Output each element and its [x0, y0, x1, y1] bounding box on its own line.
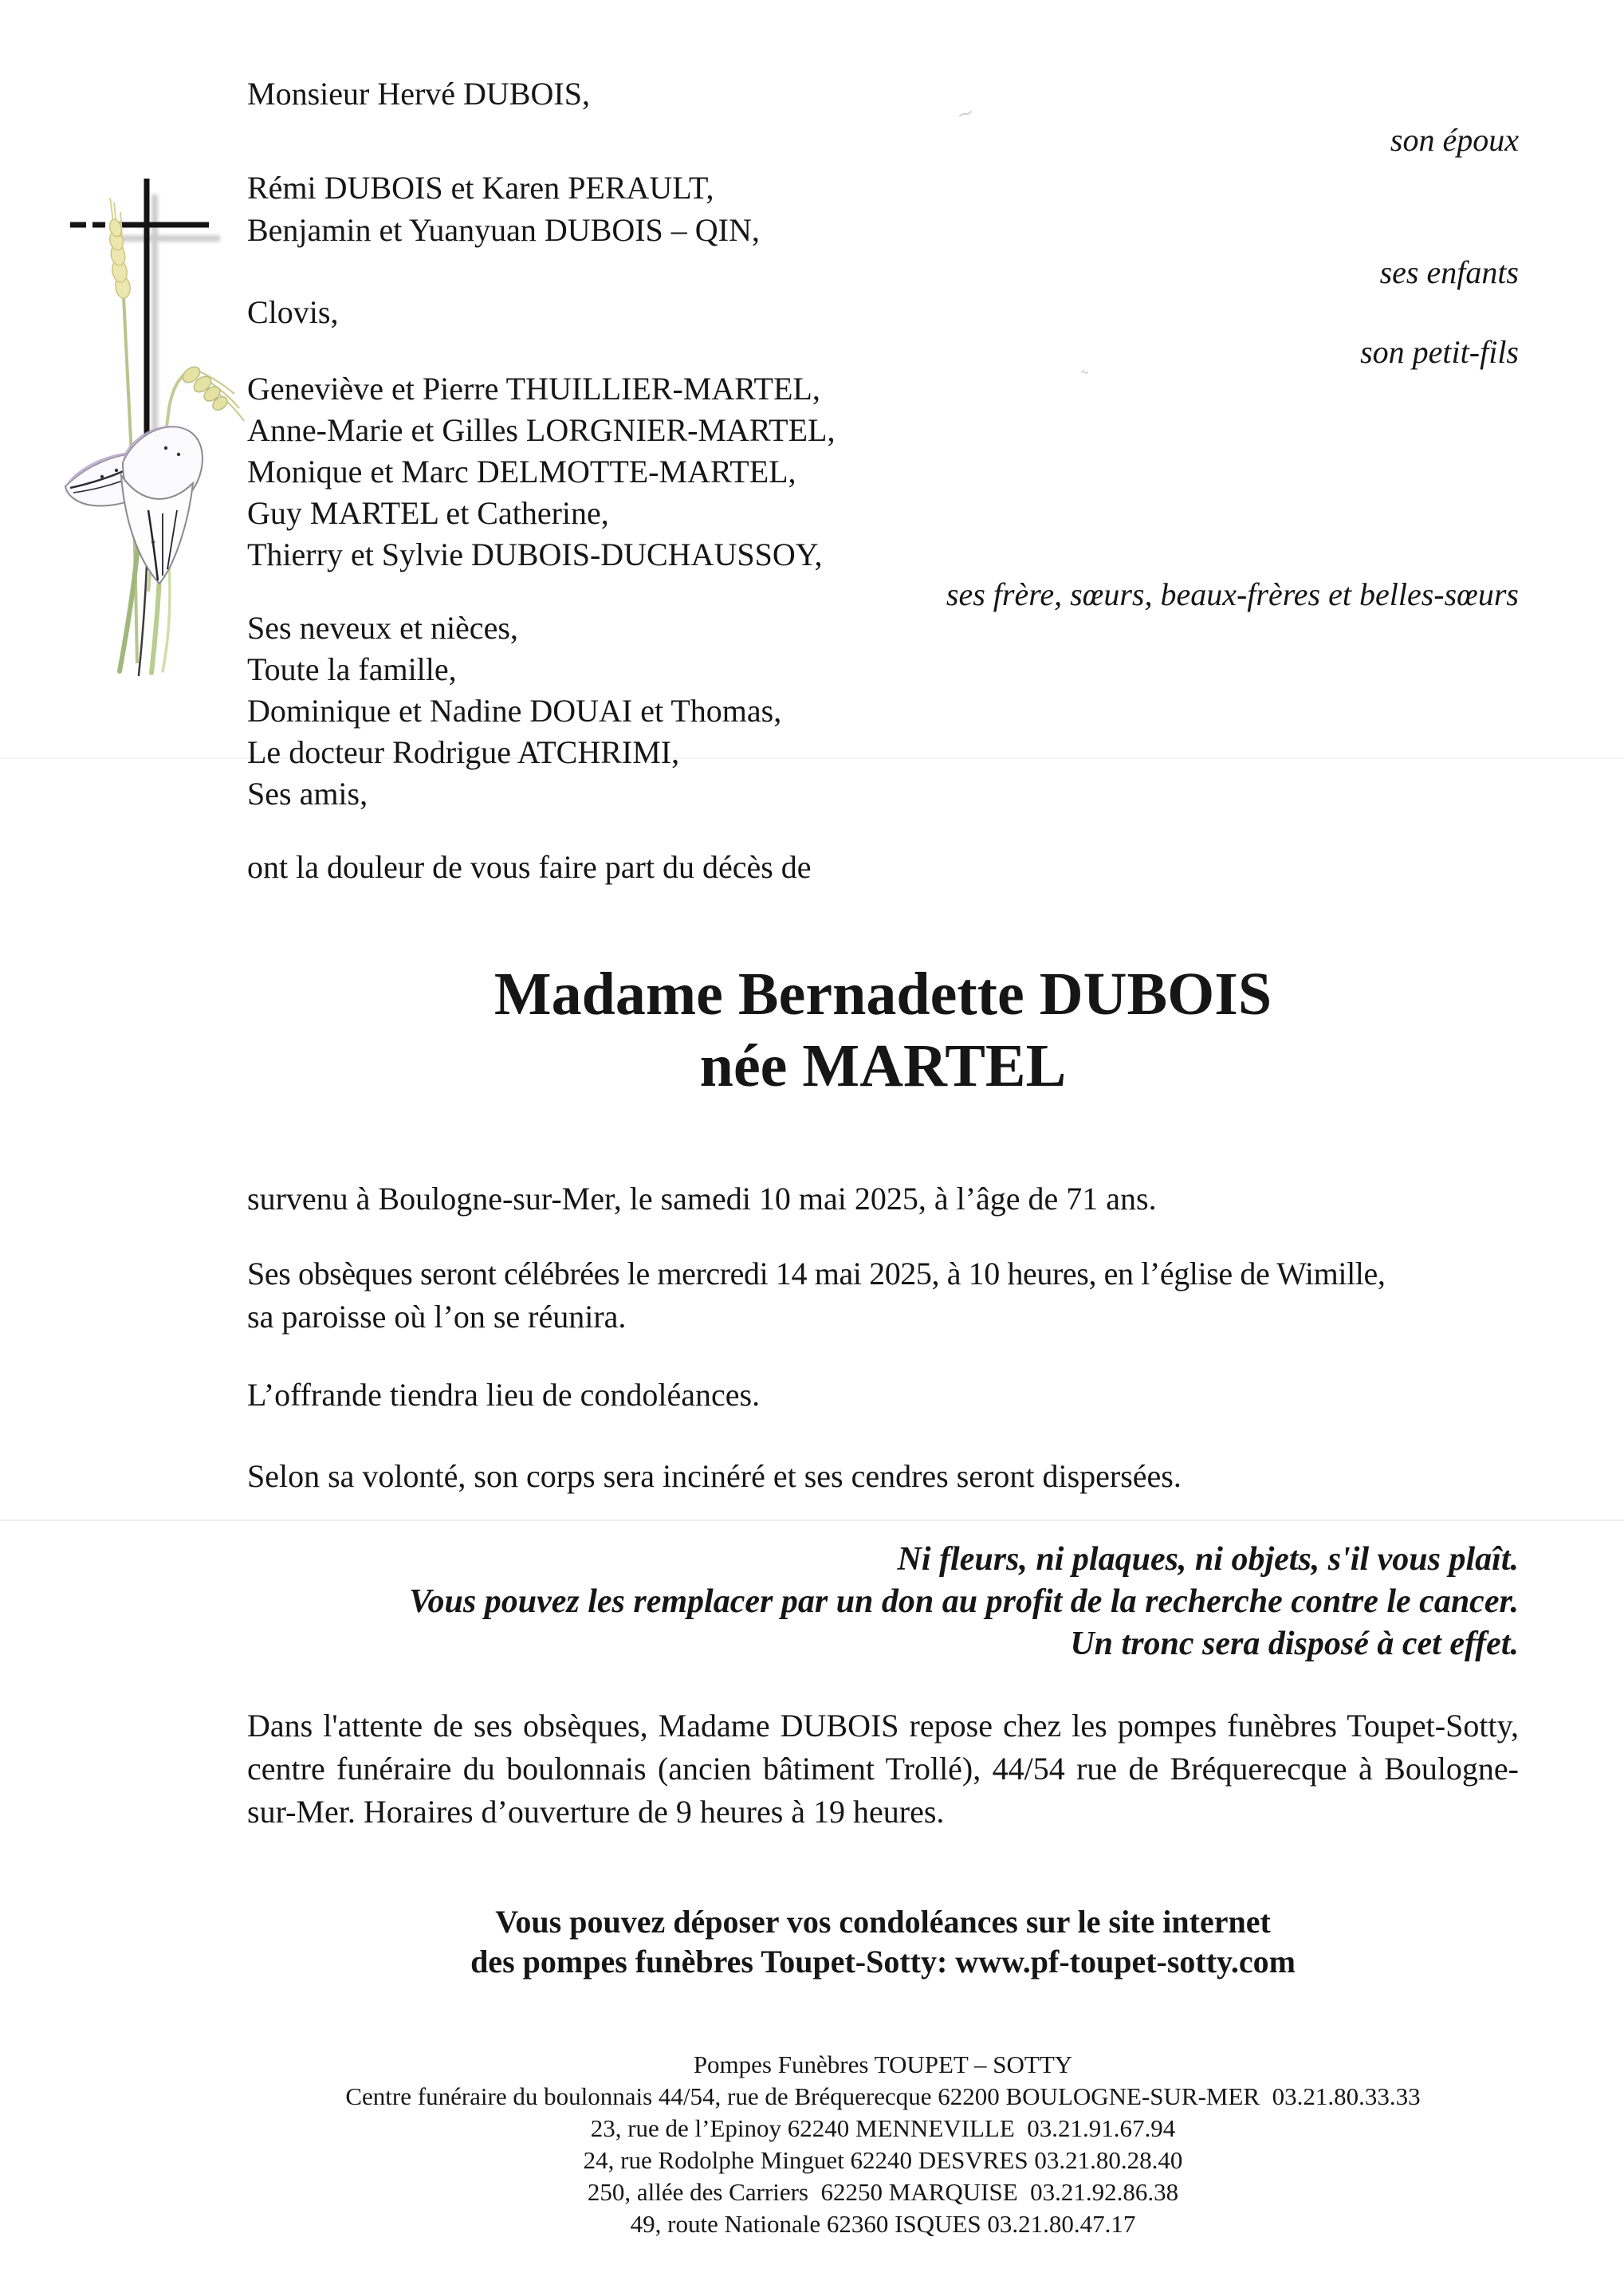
relation-label: ses frère, sœurs, beaux-frères et belles-sœurs [946, 576, 1519, 612]
mourner-line: Le docteur Rodrigue ATCHRIMI, [247, 734, 680, 770]
mourner-line: Monsieur Hervé DUBOIS, [247, 76, 590, 112]
relation-label: ses enfants [1379, 254, 1519, 290]
mourner-line: Dominique et Nadine DOUAI et Thomas, [247, 693, 782, 729]
offering-line: L’offrande tiendra lieu de condoléances. [247, 1377, 761, 1413]
mourner-line: Thierry et Sylvie DUBOIS-DUCHAUSSOY, [247, 537, 823, 572]
mourner-line: Clovis, [247, 294, 339, 330]
mourner-line: Anne-Marie et Gilles LORGNIER-MARTEL, [247, 412, 836, 448]
footer-company: Pompes Funèbres TOUPET – SOTTY [693, 2050, 1073, 2078]
scan-artifact: ˜ [1075, 367, 1091, 394]
footer-location: Centre funéraire du boulonnais 44/54, rue de Bréquerecque 62200 BOULOGNE-SUR-MER 03.21.80.33.33 [345, 2082, 1421, 2110]
condolences-line: des pompes funèbres Toupet-Sotty: www.pf-toupet-sotty.com [470, 1944, 1296, 1980]
deceased-name: Madame Bernadette DUBOIS [493, 961, 1272, 1028]
relation-label: son petit-fils [1360, 334, 1519, 370]
ceremony-line: sa paroisse où l’on se réunira. [247, 1299, 627, 1335]
mourner-line: Rémi DUBOIS et Karen PERAULT, [247, 170, 714, 206]
scan-artifact: ~ [953, 100, 977, 128]
mourner-line: Toute la famille, [247, 651, 457, 687]
condolences-line: Vous pouvez déposer vos condoléances sur le site internet [495, 1904, 1271, 1940]
footer-location: 24, rue Rodolphe Minguet 62240 DESVRES 03.21.80.28.40 [583, 2146, 1183, 2174]
ceremony-line: Ses obsèques seront célébrées le mercredi 14 mai 2025, à 10 heures, en l’église de Wimille, [247, 1256, 1386, 1292]
death-details: survenu à Boulogne-sur-Mer, le samedi 10 mai 2025, à l’âge de 71 ans. [247, 1181, 1157, 1217]
donation-line: Un tronc sera disposé à cet effet. [1070, 1626, 1519, 1662]
wishes-line: Selon sa volonté, son corps sera incinéré et ses cendres seront dispersées. [247, 1458, 1182, 1494]
footer-location: 250, allée des Carriers 62250 MARQUISE 03.21.92.86.38 [587, 2178, 1179, 2206]
mourner-line: Geneviève et Pierre THUILLIER-MARTEL, [247, 371, 820, 407]
mourner-line: Ses amis, [247, 776, 368, 812]
mourner-line: Benjamin et Yuanyuan DUBOIS – QIN, [247, 212, 760, 248]
relation-label: son époux [1390, 122, 1519, 158]
donation-line: Ni fleurs, ni plaques, ni objets, s'il vous plaît. [897, 1541, 1519, 1578]
intro-line: ont la douleur de vous faire part du décès de [247, 849, 812, 885]
donation-line: Vous pouvez les remplacer par un don au profit de la recherche contre le cancer. [409, 1583, 1519, 1620]
footer-location: 49, route Nationale 62360 ISQUES 03.21.80.47.17 [630, 2210, 1136, 2238]
repose-paragraph: Dans l'attente de ses obsèques, Madame DUBOIS repose chez les pompes funèbres Toupet-Sotty, centre funéraire du boulonnais (ancien bâtiment Trollé), 44/54 rue de Bréquerecque à Boulogne-sur-Mer. Horaires d’ouverture de 9 heures à 19 heures. [247, 1708, 1519, 1830]
mourner-line: Monique et Marc DELMOTTE-MARTEL, [247, 454, 796, 489]
footer-location: 23, rue de l’Epinoy 62240 MENNEVILLE 03.21.91.67.94 [590, 2114, 1176, 2142]
scan-artifact [0, 1520, 1624, 1521]
mourner-line: Guy MARTEL et Catherine, [247, 495, 609, 531]
deceased-maiden-name: née MARTEL [699, 1032, 1067, 1099]
mourner-line: Ses neveux et nièces, [247, 610, 518, 646]
